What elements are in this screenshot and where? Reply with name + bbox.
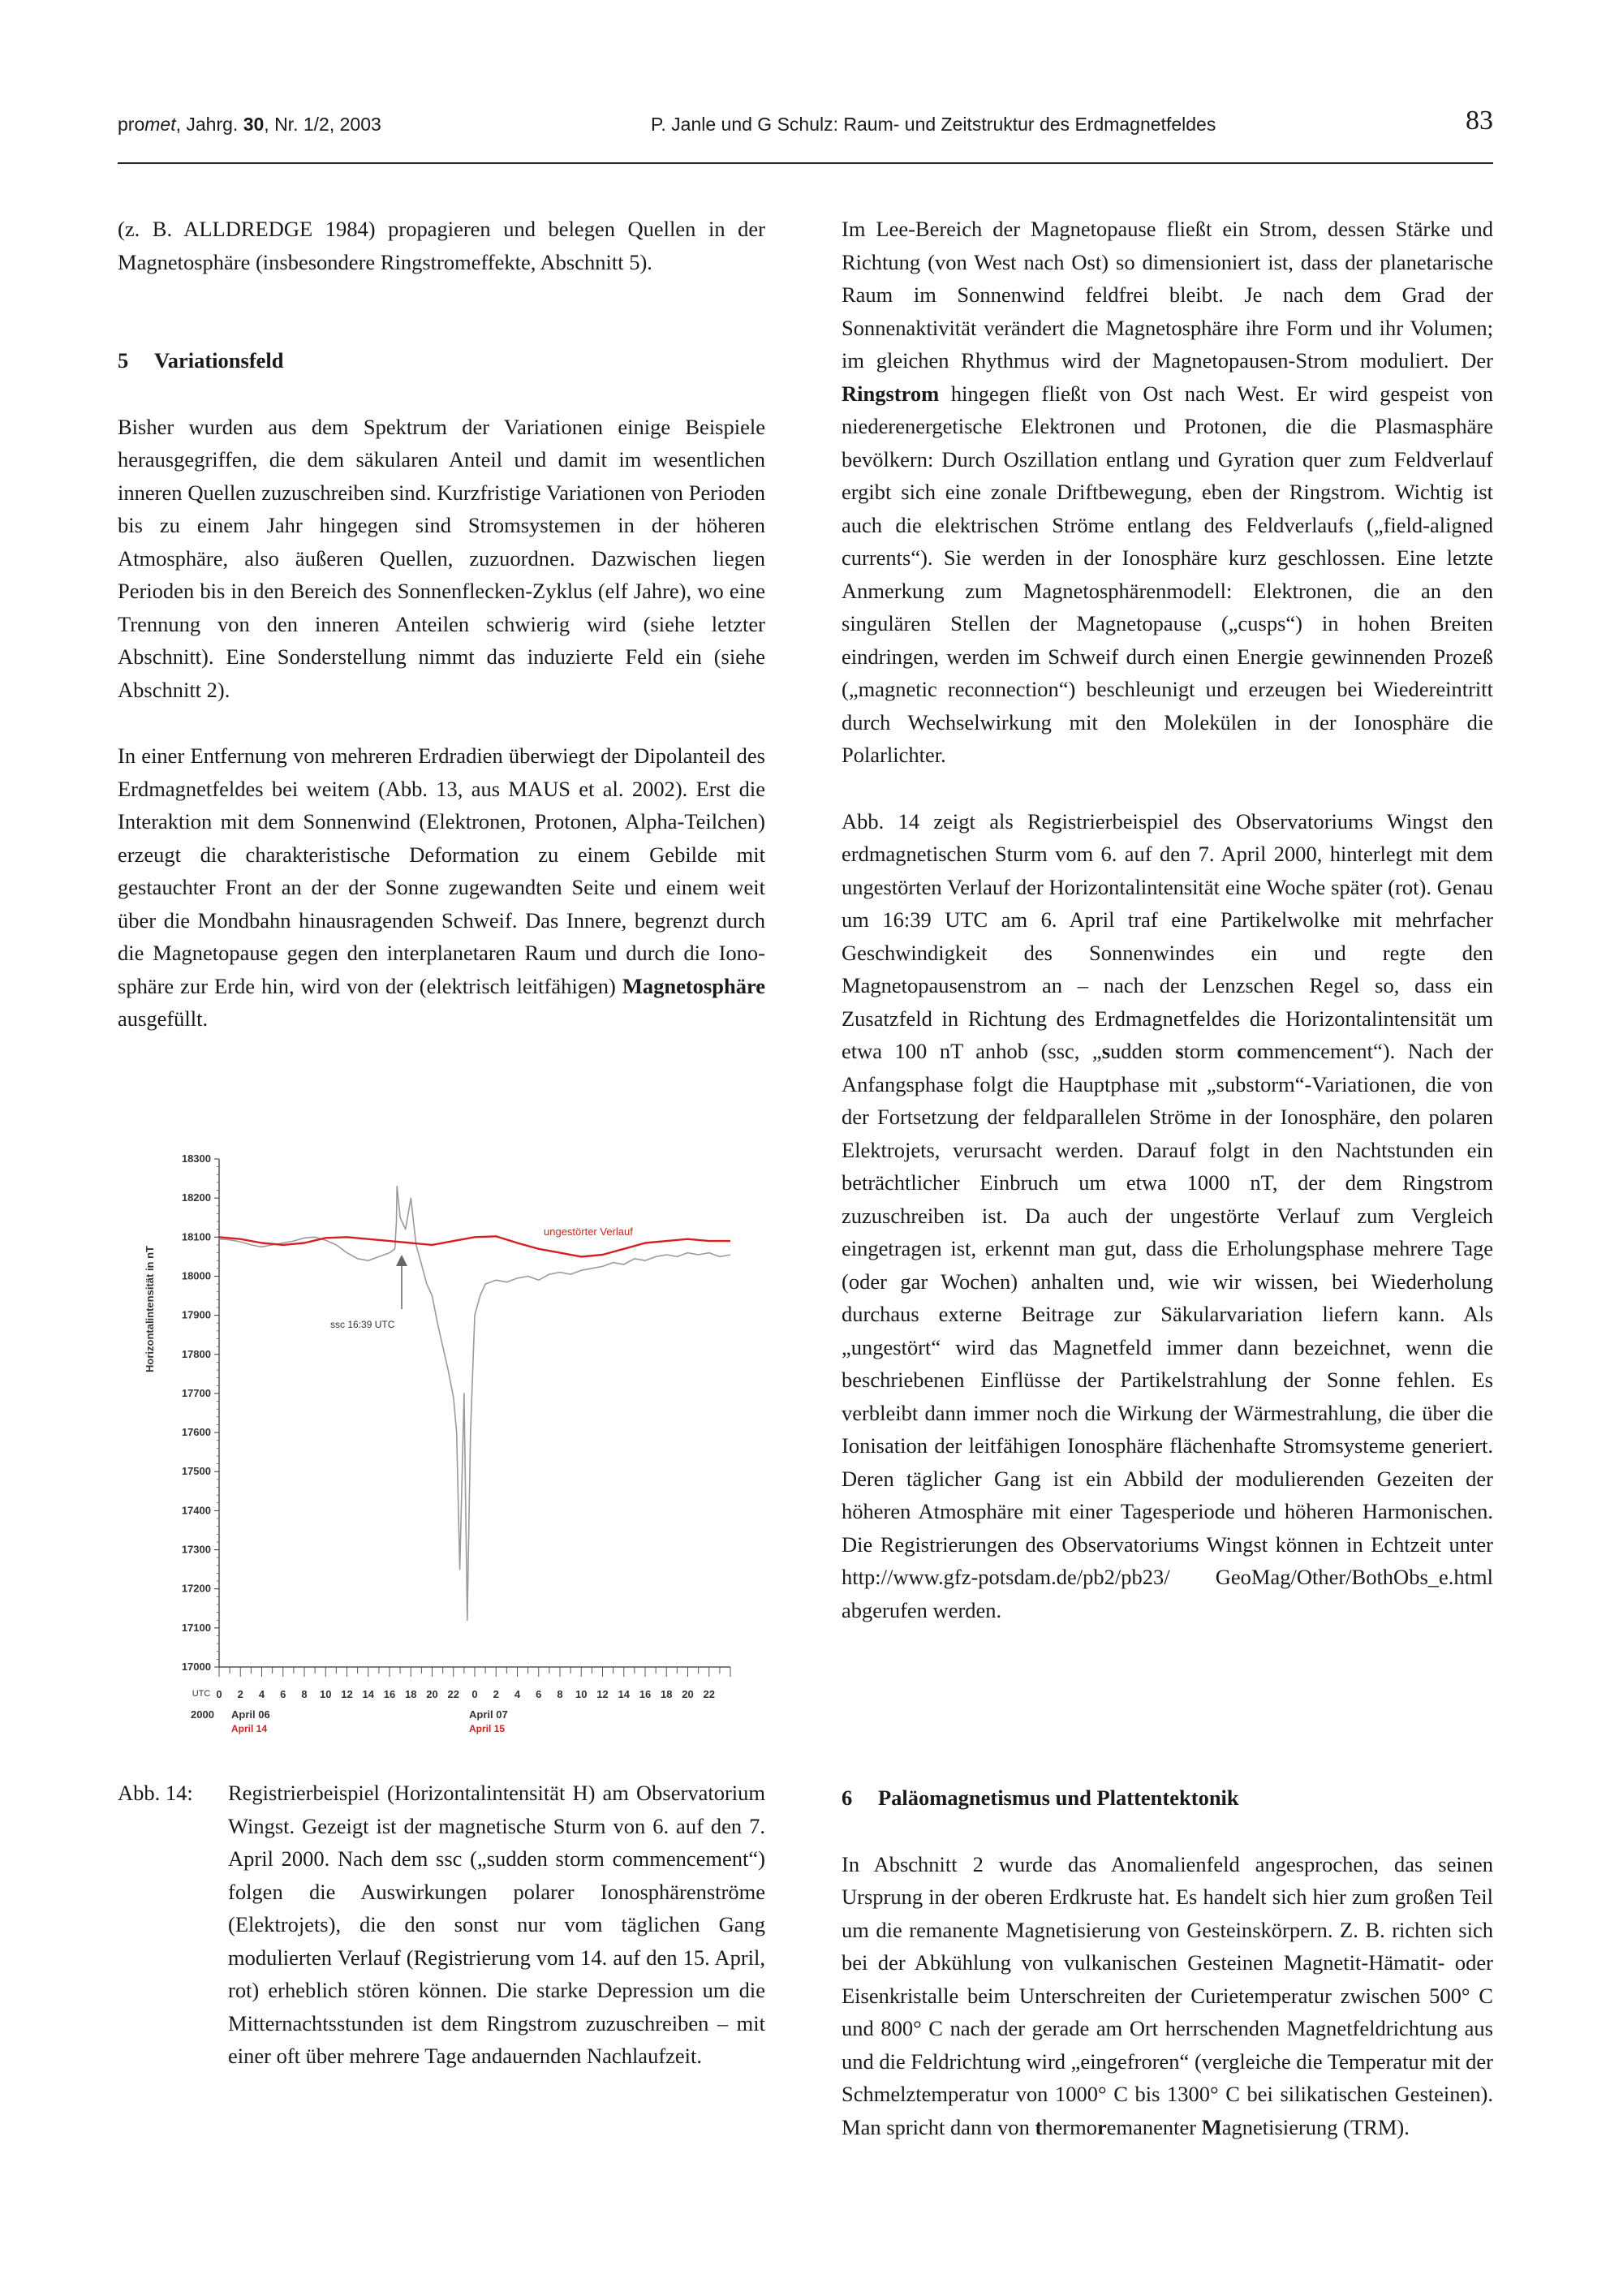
y-tick-label: 17800 <box>181 1347 211 1360</box>
y-tick-label: 17000 <box>181 1661 211 1673</box>
figure-14-chart <box>142 1143 747 1739</box>
x-tick-label: 4 <box>514 1688 521 1700</box>
paragraph-variations: Bisher wurden aus dem Spektrum der Variationen einige Beispiele herausgegriffen, die dem säkularen Anteil und damit im wesentlichen inneren Quellen zuzuschreiben sind. Kurzfristige Variationen von Perioden bis zu einem Jahr hingegen sind Stromsystemen in der höheren Atmosphäre, also äußeren Quellen, zuzuordnen. Dazwischen liegen Perioden bis in den Bereich des Sonnenflecken-Zyklus (elf Jahre), wo eine Trennung von den inneren Anteilen schwierig wird (siehe letzter Abschnitt). Eine Sonderstellung nimmt das induzierte Feld ein (siehe Abschnitt 2). <box>118 414 765 702</box>
paragraph-continuation: (z. B. ALLDREDGE 1984) propagieren und belegen Quellen in der Magnetosphäre (insbesondere Ringstromeffekte, Abschnitt 5). <box>118 217 765 274</box>
y-tick-label: 17100 <box>181 1621 211 1634</box>
x-tick-label: 4 <box>258 1688 265 1700</box>
caption-text: Registrierbeispiel (Horizontalintensität H) am Observatorium Wingst. Gezeigt ist der magnetische Sturm von 6. auf den 7. April 2000. Nach dem ssc („sudden storm commencement“) folgen die Auswirkungen polarer Ionosphärenströme (Elektrojets), die den sonst nur vom täglichen Gang modulierten Verlauf (Registrierung vom 14. auf den 15. April, rot) erheblich stören können. Die starke Depression um die Mitternachtsstunden ist dem Ringstrom zuzuschreiben – mit einer oft über mehrere Tage andauernden Nachlaufzeit. <box>228 1781 765 2068</box>
right-column <box>842 213 1493 1626</box>
x-tick-label: 2 <box>237 1688 243 1700</box>
section-5-heading: 5 Variationsfeld <box>118 348 284 373</box>
ssc-annotation: ssc 16:39 UTC <box>330 1319 395 1330</box>
x-tick-label: 16 <box>639 1688 652 1700</box>
right-column-lower <box>842 1781 1493 2143</box>
paragraph-ring-current: Im Lee-Bereich der Magnetopause fließt ein Strom, dessen Stärke und Richtung (von West nach Ost) so dimensioniert ist, dass der planetarische Raum im Sonnenwind feldfrei bleibt. Je nach dem Grad der Sonnenaktivität verändert die Magnetosphäre ihre Form und ihr Volumen; im gleichen Rhythmus wird der Magnetopausen-Strom moduliert. Der Ringstrom hingegen fließt von Ost nach West. Er wird gespeist von niederenergetische Elektronen und Protonen, die die Plasmasphäre bevölkern: Durch Oszillation entlang und Gyration quer zum Feldverlauf ergibt sich eine zonale Driftbewegung, eben der Ringstrom. Wichtig ist auch die elektrischen Ströme entlang des Feldverlaufs („field-aligned currents“). Sie werden in der Ionosphäre kurz geschlossen. Eine letzte Anmerkung zum Magnetosphärenmodell: Elektronen, die an den singulären Stellen der Magnetopause („cusps“) in hohen Breiten eindringen, werden im Schweif durch einen Energie gewinnenden Prozeß („magnetic reconnection“) beschleunigt und erzeugen bei Wiedereintritt durch Wechselwirkung mit den Molekülen in der Ionosphäre die Polarlichter. <box>842 217 1493 767</box>
x-tick-label: 6 <box>536 1688 542 1700</box>
paragraph-paleomagnetism: In Abschnitt 2 wurde das Anomalienfeld angesprochen, das seinen Ursprung in der oberen Erdkruste hat. Es handelt sich hier zum großen Teil um die remanente Magnetisierung von Gesteinskörpern. Z. B. richten sich bei der Abkühlung von vulkanischen Gesteinen Magnetit-Hämatit- oder Eisenkristalle beim Unterschreiten der Curietemperatur zwischen 500° C und 800° C nach der gerade am Ort herrschenden Magnetfeldrichtung aus und die Feldrichtung wird „eingefroren“ (vergleiche die Temperatur mit der Schmelztemperatur von 1000° C bis 1300° C bei silikatischen Gesteinen). Man spricht dann von thermoremanenter Magnetisierung (TRM). <box>842 1851 1493 2139</box>
y-tick-label: 17500 <box>181 1465 211 1478</box>
x-tick-label: 12 <box>596 1688 609 1700</box>
y-tick-label: 17300 <box>181 1543 211 1556</box>
y-tick-label: 18300 <box>181 1152 211 1165</box>
y-tick-label: 18000 <box>181 1269 211 1282</box>
series-storm-line <box>219 1187 730 1621</box>
paragraph-storm-example: Abb. 14 zeigt als Registrierbeispiel des Observatoriums Wingst den erdmagnetischen Sturm vom 6. auf den 7. April 2000, hinterlegt mit dem ungestörten Verlauf der Horizontalintensität eine Woche später (rot). Genau um 16:39 UTC am 6. April traf eine Partikelwolke mit mehrfacher Geschwindigkeit des Sonnenwindes ein und regte den Magnetopausenstrom an – nach der Lenzschen Regel so, dass ein Zusatzfeld in Richtung des Erdmagnetfeldes die Horizontalintensität um etwa 100 nT anhob (ssc, „sudden storm commencement“). Nach der Anfangsphase folgt die Hauptphase mit „substorm“-Variationen, die von der Fortsetzung der feldparallelen Ströme in der Ionosphäre, den polaren Elektrojets, verursacht werden. Darauf folgt in den Nachtstunden ein beträchtlicher Einbruch um etwa 1000 nT, der dem Ringstrom zuzuschreiben ist. Da auch der ungestörte Verlauf zum Vergleich eingetragen ist, erkennt man gut, dass die Erholungsphase mehrere Tage (oder gar Wochen) anhalten und, wie wir wissen, bei Wiederholung durchaus externe Beitrage zur Säkularvariation liefern kann. Als „ungestört“ wird das Magnetfeld immer dann bezeichnet, wenn die beschriebenen Einflüsse der Partikelstrahlung der Sonne fehlen. Es verbleibt dann immer noch die Wirkung der Wärmestrahlung, die über die Ionisation der leitfähigen Ionosphäre flächenhafte Stromsysteme generiert. Deren täglicher Gang ist ein Abbild der modulierenden Gezeiten der höheren Atmosphäre mit einer Tagesperiode und höheren Harmonischen. Die Registrierungen des Observatoriums Wingst können in Echtzeit unter http://www.gfz-potsdam.de/pb2/pb23/ GeoMag/Other/BothObs_e.html abgerufen werden. <box>842 808 1493 1622</box>
series-undisturbed-line <box>219 1236 730 1256</box>
y-tick-label: 17400 <box>181 1504 211 1517</box>
chart-svg <box>142 1143 747 1739</box>
journal-citation: promet, Jahrg. 30, Nr. 1/2, 2003 <box>118 114 381 135</box>
y-tick-label: 18100 <box>181 1230 211 1243</box>
x-tick-label: 14 <box>618 1688 630 1700</box>
date-label-april-14: April 14 <box>231 1723 268 1734</box>
x-tick-label: 18 <box>405 1688 417 1700</box>
ssc-arrow-head <box>396 1255 407 1266</box>
y-tick-label: 17600 <box>181 1426 211 1439</box>
x-tick-label: 2 <box>493 1688 499 1700</box>
x-tick-label: 0 <box>216 1688 222 1700</box>
x-tick-label: 8 <box>301 1688 308 1700</box>
x-tick-label: 20 <box>426 1688 438 1700</box>
page-header <box>118 106 1493 164</box>
running-title: P. Janle und G Schulz: Raum- und Zeitstruktur des Erdmagnetfeldes <box>651 114 1216 135</box>
section-6-heading: 6 Paläomagnetismus und Plattentektonik <box>842 1786 1239 1810</box>
page-number: 83 <box>1466 106 1493 136</box>
y-tick-label: 17200 <box>181 1582 211 1595</box>
y-tick-label: 17900 <box>181 1308 211 1321</box>
x-tick-label: 10 <box>320 1688 332 1700</box>
figure-14-caption <box>118 1777 765 2073</box>
x-tick-label: 22 <box>447 1688 459 1700</box>
x-tick-label: 16 <box>383 1688 396 1700</box>
y-axis-label: Horizontalintensität in nT <box>144 1246 156 1372</box>
x-tick-label: 8 <box>557 1688 563 1700</box>
left-column <box>118 213 765 1036</box>
x-tick-label: 14 <box>362 1688 374 1700</box>
caption-label: Abb. 14: <box>118 1781 193 1805</box>
x-tick-label: 10 <box>575 1688 588 1700</box>
x-tick-label: 20 <box>682 1688 694 1700</box>
x-tick-label: 0 <box>471 1688 478 1700</box>
x-tick-label: 22 <box>703 1688 715 1700</box>
y-tick-label: 17700 <box>181 1386 211 1399</box>
x-tick-label: 6 <box>280 1688 286 1700</box>
legend-undisturbed: ungestörter Verlauf <box>544 1226 633 1238</box>
x-tick-label: 18 <box>661 1688 673 1700</box>
year-label: 2000 <box>191 1708 214 1721</box>
x-tick-label: 12 <box>341 1688 353 1700</box>
date-label-april-15: April 15 <box>469 1723 506 1734</box>
paragraph-magnetosphere: In einer Entfernung von mehreren Erdradien überwiegt der Dipolanteil des Erdmagnetfeldes bei weitem (Abb. 13, aus MAUS et al. 2002). Erst die Interaktion mit dem Sonnenwind (Elektronen, Protonen, Alpha-Teilchen) erzeugt die charakteristische Deformation zu einem Gebilde mit gestauchter Front an der der Sonne zugewandten Seite und einem weit über die Mondbahn hinausragenden Schweif. Das Innere, begrenzt durch die Magnetopause gegen den interplanetaren Raum und durch die Ionosphäre zur Erde hin, wird von der (elektrisch leitfähigen) Magnetosphäre ausgefüllt. <box>118 743 765 1031</box>
date-label-april-06: April 06 <box>231 1708 270 1721</box>
x-axis-utc-label: UTC <box>192 1689 211 1699</box>
date-label-april-07: April 07 <box>469 1708 508 1721</box>
y-tick-label: 18200 <box>181 1191 211 1204</box>
